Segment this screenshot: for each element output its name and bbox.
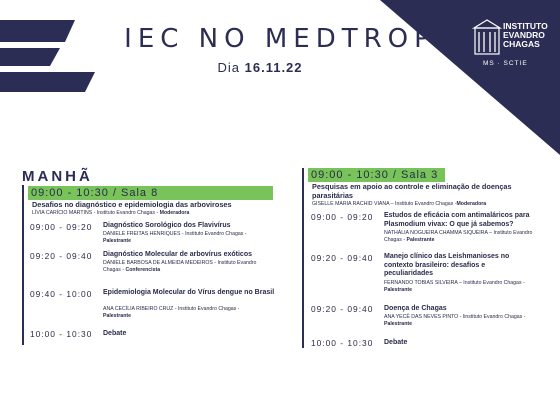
speaker-institution: - Instituto Evandro Chagas - [180,231,247,237]
right-session-title: Pesquisas em apoio ao controle e eliminação de doenças parasitárias [312,182,512,200]
left-item-title: Diagnóstico Sorológico dos Flavivírus [103,222,231,229]
speaker-name: DANIELE FREITAS HENRIQUES [103,231,181,237]
left-item-time: 09:20 - 09:40 [30,251,93,261]
right-item-title: Estudos de eficácia com antimaláricos para Plasmodium vivax: O que já sabemos? [384,212,530,228]
date-value: 16.11.22 [244,60,303,75]
speaker-role: Palestrante [103,313,131,319]
logo-line-1: INSTITUTO [503,21,548,31]
right-item-title: Doença de Chagas [384,305,447,312]
speaker-role: Palestrante [384,321,412,327]
left-item-title: Diagnóstico Molecular de arbovírus exóticos [103,251,252,258]
right-item-speaker [384,280,544,294]
right-item-time: 09:00 - 09:20 [311,212,374,222]
speaker-institution: – Instituto Evandro Chagas - [384,230,533,243]
right-item-time: 09:20 - 09:40 [311,253,374,263]
speaker-institution: – Instituto Evandro Chagas - [457,280,525,286]
left-debate-label: Debate [103,330,127,337]
left-session-moderator [32,210,292,217]
logo-subtitle: MS · SCTIE [483,60,528,67]
left-item-time: 09:40 - 10:00 [30,289,93,299]
speaker-institution: - Instituto Evandro Chagas - [173,306,240,312]
speaker-name: ANA CECÍLIA RIBEIRO CRUZ [103,306,174,312]
speaker-institution: - Instituto Evandro Chagas - [103,260,257,273]
logo-line-2: EVANDRO [503,30,545,40]
moderator-name: LÍVIA CARÍCIO MARTINS [32,210,93,216]
page-title: IEC NO MEDTROP [124,24,436,54]
left-item-speaker [103,260,273,274]
right-item-time: 09:20 - 09:40 [311,304,374,314]
left-debate-time: 10:00 - 10:30 [30,329,93,339]
right-session-moderator [312,201,552,208]
section-title: MANHÃ [22,168,93,185]
moderator-role: Moderadora [456,201,487,207]
speaker-name: ANA YECÊ DAS NEVES PINTO [384,314,459,320]
right-item-speaker [384,314,544,328]
speaker-name: NATHÁLIA NOGUEIRA CHAMMA SIQUEIRA [384,230,488,236]
moderator-role: Moderadora [159,210,190,216]
right-debate-label: Debate [384,339,408,346]
speaker-institution: - Iinstituto Evandro Chagas - [458,314,526,320]
moderator-institution: - Instituto Evandro Chagas - [92,210,160,216]
left-session-time: 09:00 - 10:30 / Sala 8 [28,186,273,200]
right-item-speaker [384,230,544,244]
left-session-title: Desafios no diagnóstico e epidemiologia das arboviroses [32,200,232,209]
speaker-role: Palestrante [384,287,412,293]
right-item-title: Manejo clínico das Leishmanioses no contexto brasileiro: desafios e peculiaridades [384,253,510,277]
speaker-name: FERNANDO TOBIAS SILVEIRA [384,280,458,286]
moderator-name: GISELLE MARIA RACHID VIANA [312,201,390,207]
logo-line-3: CHAGAS [503,39,540,49]
right-column-rule [302,168,310,348]
left-item-title: Epidemiologia Molecular do Vírus dengue no Brasil [103,289,275,296]
left-item-speaker [103,306,263,320]
date-prefix: Dia [217,60,240,75]
speaker-name: DANIELE BARBOSA DE ALMEIDA MEDEIROS [103,260,213,266]
moderator-institution: – Instituto Evandro Chagas - [389,201,457,207]
speaker-role: Palestrante [406,237,435,243]
right-session-time: 09:00 - 10:30 / Sala 3 [308,168,445,182]
left-column-rule [22,185,30,345]
event-date [0,60,520,75]
speaker-role: Palestrante [103,238,131,244]
right-debate-time: 10:00 - 10:30 [311,338,374,348]
left-item-time: 09:00 - 09:20 [30,222,93,232]
left-item-speaker [103,231,263,245]
speaker-role: Conferencista [125,267,161,273]
